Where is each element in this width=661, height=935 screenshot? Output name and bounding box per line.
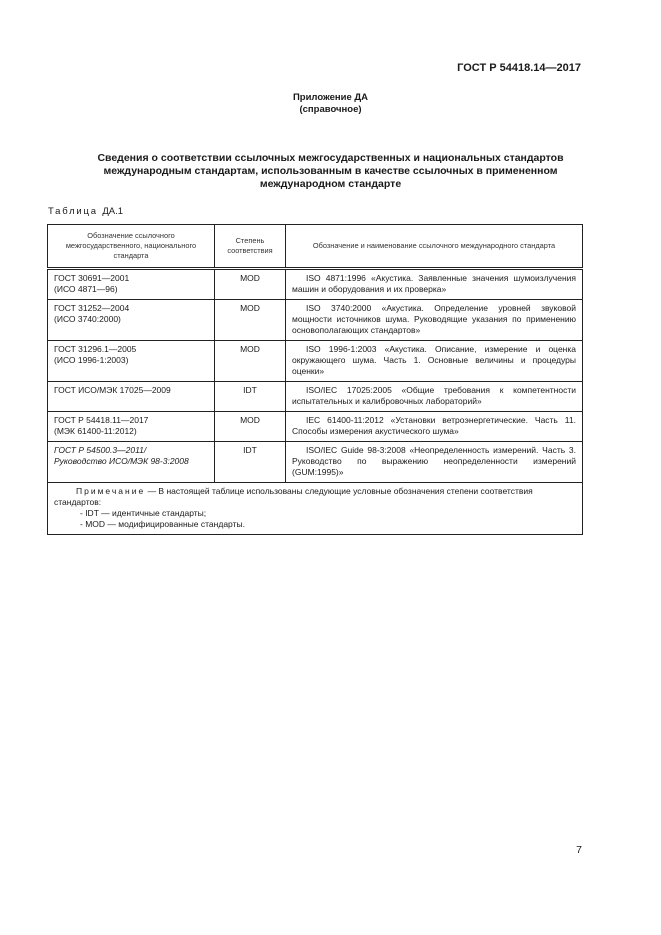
cell-standard xyxy=(48,341,215,382)
cell-standard xyxy=(48,269,215,300)
main-title-line: Сведения о соответствии ссылочных межгосударственных и национальных стандартов xyxy=(97,152,564,164)
table-row xyxy=(48,382,583,412)
table-row xyxy=(48,412,583,442)
correspondence-table xyxy=(47,224,583,535)
standard-equivalent: (ИСО 1996-1:2003) xyxy=(54,355,129,365)
standard-equivalent: (ИСО 3740:2000) xyxy=(54,314,121,324)
cell-degree: MOD xyxy=(215,341,286,382)
header-international-standard: Обозначение и наименование ссылочного международного стандарта xyxy=(286,225,583,269)
cell-degree: MOD xyxy=(215,412,286,442)
note-label: Примечание xyxy=(76,486,146,496)
cell-intl-standard: IEC 61400-11:2012 «Установки ветроэнергетические. Часть 11. Способы измерения акустического шума» xyxy=(286,412,583,442)
header-degree: Степень соответствия xyxy=(215,225,286,269)
cell-standard xyxy=(48,300,215,341)
note-text xyxy=(54,486,576,508)
cell-standard xyxy=(48,412,215,442)
cell-intl-standard: ISO 3740:2000 «Акустика. Определение уровней звуковой мощности источников шума. Руководящие указания по применению основополагающих стандартов» xyxy=(286,300,583,341)
annex-heading xyxy=(0,92,661,116)
standard-code: ГОСТ ИСО/МЭК 17025—2009 xyxy=(54,385,171,395)
table-header-row xyxy=(48,225,583,269)
standard-equivalent: Руководство ИСО/МЭК 98-3:2008 xyxy=(54,456,189,466)
cell-intl-standard: ISO 4871:1996 «Акустика. Заявленные значения шумоизлучения машин и оборудования и их проверка» xyxy=(286,269,583,300)
table-row xyxy=(48,269,583,300)
table-note xyxy=(48,483,583,535)
table-row xyxy=(48,341,583,382)
main-title-line: международным стандартам, использованным в качестве ссылочных в примененном xyxy=(103,165,558,177)
standard-equivalent: (МЭК 61400-11:2012) xyxy=(54,426,137,436)
note-item: - IDT — идентичные стандарты; xyxy=(80,508,207,518)
standard-code: ГОСТ 30691—2001 xyxy=(54,273,130,283)
note-body: — В настоящей таблице использованы следующие условные обозначения степени соответствия стандартов: xyxy=(54,486,533,507)
table-label xyxy=(48,206,123,217)
cell-intl-standard: ISO 1996-1:2003 «Акустика. Описание, измерение и оценка окружающего шума. Часть 1. Основные величины и процедуры оценки» xyxy=(286,341,583,382)
page-number: 7 xyxy=(576,844,582,856)
cell-degree: MOD xyxy=(215,300,286,341)
cell-intl-standard: ISO/IEC 17025:2005 «Общие требования к компетентности испытательных и калибровочных лабораторий» xyxy=(286,382,583,412)
document-code: ГОСТ Р 54418.14—2017 xyxy=(457,62,581,74)
cell-standard xyxy=(48,382,215,412)
standard-code: ГОСТ Р 54418.11—2017 xyxy=(54,415,149,425)
table-row xyxy=(48,300,583,341)
note-item: - MOD — модифицированные стандарты. xyxy=(80,519,245,529)
cell-degree: MOD xyxy=(215,269,286,300)
cell-standard xyxy=(48,442,215,483)
standard-code: ГОСТ Р 54500.3—2011/ xyxy=(54,445,147,455)
table-label-number: ДА.1 xyxy=(102,206,124,217)
table-label-word: Таблица xyxy=(48,206,98,217)
header-national-standard: Обозначение ссылочного межгосударственного, национального стандарта xyxy=(48,225,215,269)
main-title-line: международном стандарте xyxy=(259,178,402,190)
main-title xyxy=(60,152,601,191)
standard-code: ГОСТ 31296.1—2005 xyxy=(54,344,137,354)
standard-code: ГОСТ 31252—2004 xyxy=(54,303,130,313)
cell-degree: IDT xyxy=(215,442,286,483)
table-row xyxy=(48,442,583,483)
annex-title: Приложение ДА xyxy=(292,92,369,103)
table-note-row xyxy=(48,483,583,535)
annex-subtitle: (справочное) xyxy=(299,104,362,115)
standard-equivalent: (ИСО 4871—96) xyxy=(54,284,118,294)
cell-intl-standard: ISO/IEC Guide 98-3:2008 «Неопределенность измерений. Часть 3. Руководство по выражению неопределенности измерений (GUM:1995)» xyxy=(286,442,583,483)
cell-degree: IDT xyxy=(215,382,286,412)
